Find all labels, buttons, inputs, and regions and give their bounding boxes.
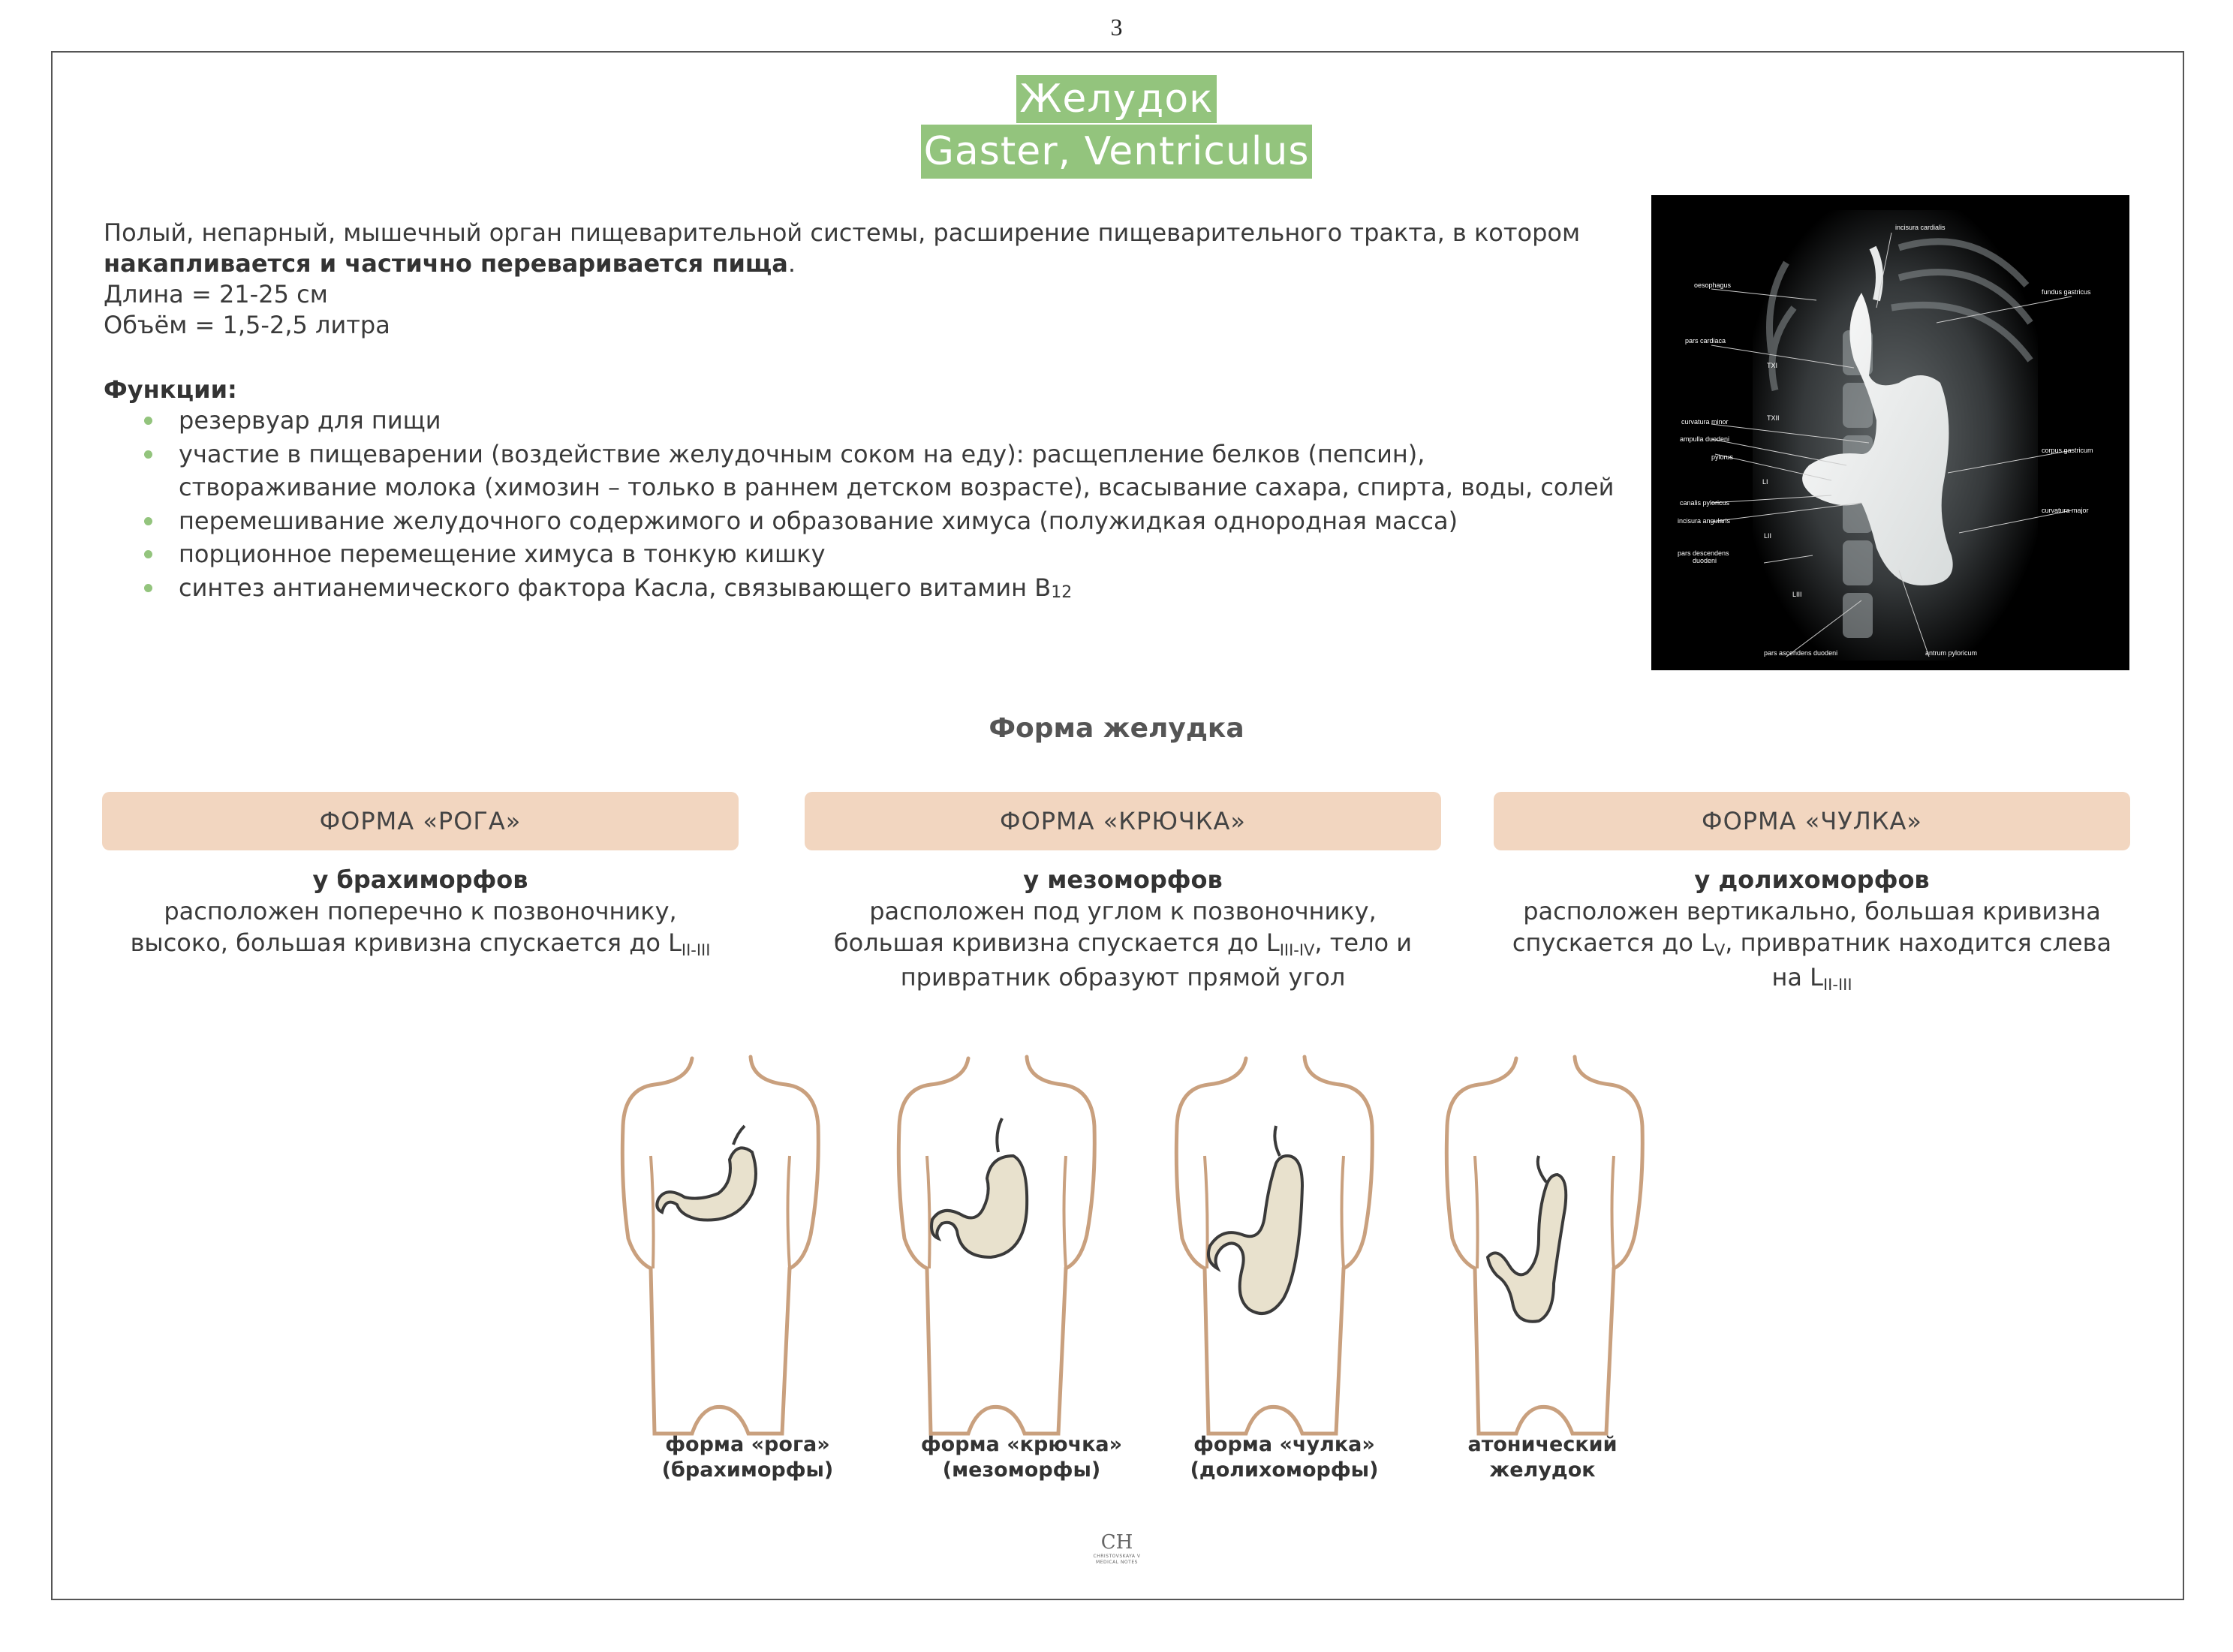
- page-number: 3: [1110, 14, 1123, 41]
- form-header: ФОРМА «РОГА»: [102, 792, 739, 850]
- body-type: у долихоморфов: [1694, 865, 1930, 894]
- figure-label-line: (брахиморфы): [661, 1458, 834, 1482]
- xray-label: antrum pyloricum: [1925, 649, 1978, 657]
- desc-line: расположен поперечно к позвоночнику,: [164, 897, 677, 925]
- vertebra-subscript: V: [1714, 941, 1726, 959]
- list-item: перемешивание желудочного содержимого и образование химуса (полужидкая однородная масса): [144, 504, 1645, 538]
- desc-line: расположен под углом к позвоночнику,: [869, 897, 1377, 925]
- title-latin-text: Gaster, Ventriculus: [921, 125, 1313, 179]
- desc-line: [102, 927, 739, 961]
- figure-label-line: (мезоморфы): [942, 1458, 1101, 1482]
- desc-line: расположен вертикально, большая кривизна: [1523, 897, 2101, 925]
- xray-label: pylorus: [1711, 453, 1734, 461]
- figure-label-line: желудок: [1489, 1458, 1596, 1482]
- logo-mark: CH: [1100, 1531, 1133, 1554]
- desc-text: на L: [1771, 963, 1823, 992]
- figure-label-line: (долихоморфы): [1190, 1458, 1379, 1482]
- xray-svg: [1651, 195, 2129, 670]
- figure-label-stocking: [1157, 1432, 1412, 1483]
- xray-label: ampulla duodeni: [1680, 435, 1730, 443]
- xray-label: pars ascendens duodeni: [1764, 649, 1838, 657]
- title-ru-text: Желудок: [1016, 75, 1216, 123]
- functions-list: [144, 404, 1645, 608]
- list-item: участие в пищеварении (воздействие желудочным соком на еду): расщепление белков (пепсин),: [144, 438, 1645, 471]
- figure-label-line: форма «чулка»: [1193, 1433, 1375, 1456]
- vertebra-subscript: III-IV: [1279, 941, 1315, 959]
- stomach-length: Длина = 21-25 см: [104, 280, 328, 308]
- vertebra-subscript: II-III: [681, 941, 711, 959]
- intro-line-2: [104, 248, 1627, 279]
- torso-figure-stocking: [1176, 1057, 1372, 1434]
- figure-label-line: форма «рога»: [665, 1433, 830, 1456]
- xray-label: incisura angularis: [1678, 517, 1731, 525]
- desc-text: , привратник находится слева: [1725, 928, 2112, 957]
- torso-figure-hook: [898, 1057, 1094, 1434]
- xray-label: pars cardiaca: [1685, 337, 1726, 345]
- desc-line: [805, 927, 1441, 961]
- title-latin: [0, 125, 2233, 179]
- list-item: [144, 571, 1645, 609]
- xray-label: fundus gastricus: [2042, 288, 2091, 296]
- torso-figure-horn: [622, 1057, 818, 1434]
- figure-label-line: атонический: [1467, 1433, 1618, 1456]
- form-column-horn: [102, 792, 739, 961]
- figure-label-hook: [894, 1432, 1149, 1483]
- stomach-volume: Объём = 1,5-2,5 литра: [104, 311, 390, 339]
- form-header: ФОРМА «КРЮЧКА»: [805, 792, 1441, 850]
- xray-label: incisura cardialis: [1895, 224, 1946, 231]
- list-item-continuation-text: створаживание молока (химозин – только в раннем детском возрасте), всасывание сахара, спирта, воды, солей: [179, 473, 1615, 501]
- form-header: ФОРМА «ЧУЛКА»: [1494, 792, 2130, 850]
- xray-label: TXI: [1767, 362, 1778, 369]
- desc-text: большая кривизна спускается до L: [833, 928, 1280, 957]
- intro-text: [104, 218, 1627, 341]
- form-description: [1494, 864, 2130, 996]
- xray-label: duodeni: [1693, 557, 1717, 564]
- list-item: порционное перемещение химуса в тонкую кишку: [144, 537, 1645, 571]
- xray-label: canalis pyloricus: [1680, 499, 1730, 507]
- author-logo: [1079, 1531, 1154, 1566]
- figure-label-horn: [620, 1432, 875, 1483]
- list-item-continuation: [144, 471, 1645, 504]
- form-column-hook: [805, 792, 1441, 993]
- desc-line: [1494, 927, 2130, 961]
- xray-label: pars descendens: [1678, 549, 1729, 557]
- title-ru: [0, 75, 2233, 123]
- desc-line: привратник образуют прямой угол: [900, 963, 1346, 992]
- desc-text: , тело и: [1314, 928, 1413, 957]
- intro-bold: накапливается и частично переваривается пища: [104, 249, 788, 278]
- logo-text: MEDICAL NOTES: [1096, 1560, 1138, 1565]
- list-item-text: синтез антианемического фактора Касла, связывающего витамин B: [179, 573, 1052, 602]
- figure-label-line: форма «крючка»: [920, 1433, 1123, 1456]
- desc-text: высоко, большая кривизна спускается до L: [130, 928, 682, 957]
- section-title: Форма желудка: [989, 713, 1244, 744]
- intro-line-1: Полый, непарный, мышечный орган пищеварительной системы, расширение пищеварительного тракта, в котором: [104, 218, 1581, 247]
- xray-label: LII: [1764, 532, 1772, 540]
- figure-label-atonic: [1415, 1432, 1670, 1483]
- vertebra-subscript: II-III: [1822, 976, 1852, 994]
- list-item: резервуар для пищи: [144, 404, 1645, 438]
- torso-figure-atonic: [1446, 1057, 1642, 1434]
- form-description: [102, 864, 739, 961]
- body-type: у мезоморфов: [1023, 865, 1223, 894]
- xray-label: curvatura minor: [1681, 418, 1729, 426]
- form-column-stocking: [1494, 792, 2130, 996]
- xray-label: oesophagus: [1694, 281, 1732, 289]
- body-type: у брахиморфов: [312, 865, 528, 894]
- b12-subscript: 12: [1051, 582, 1073, 602]
- xray-label: LI: [1762, 478, 1768, 486]
- desc-text: спускается до L: [1512, 928, 1714, 957]
- xray-image: [1651, 195, 2129, 670]
- xray-label: LIII: [1792, 591, 1802, 598]
- xray-label: curvatura major: [2042, 507, 2089, 514]
- logo-text: CHRISTOVSKAYA V: [1093, 1554, 1141, 1559]
- xray-label: corpus gastricum: [2042, 447, 2093, 454]
- form-description: [805, 864, 1441, 993]
- desc-line: [1494, 961, 2130, 996]
- functions-heading: Функции:: [104, 375, 237, 404]
- xray-label: TXII: [1767, 414, 1780, 422]
- intro-period: .: [787, 249, 796, 278]
